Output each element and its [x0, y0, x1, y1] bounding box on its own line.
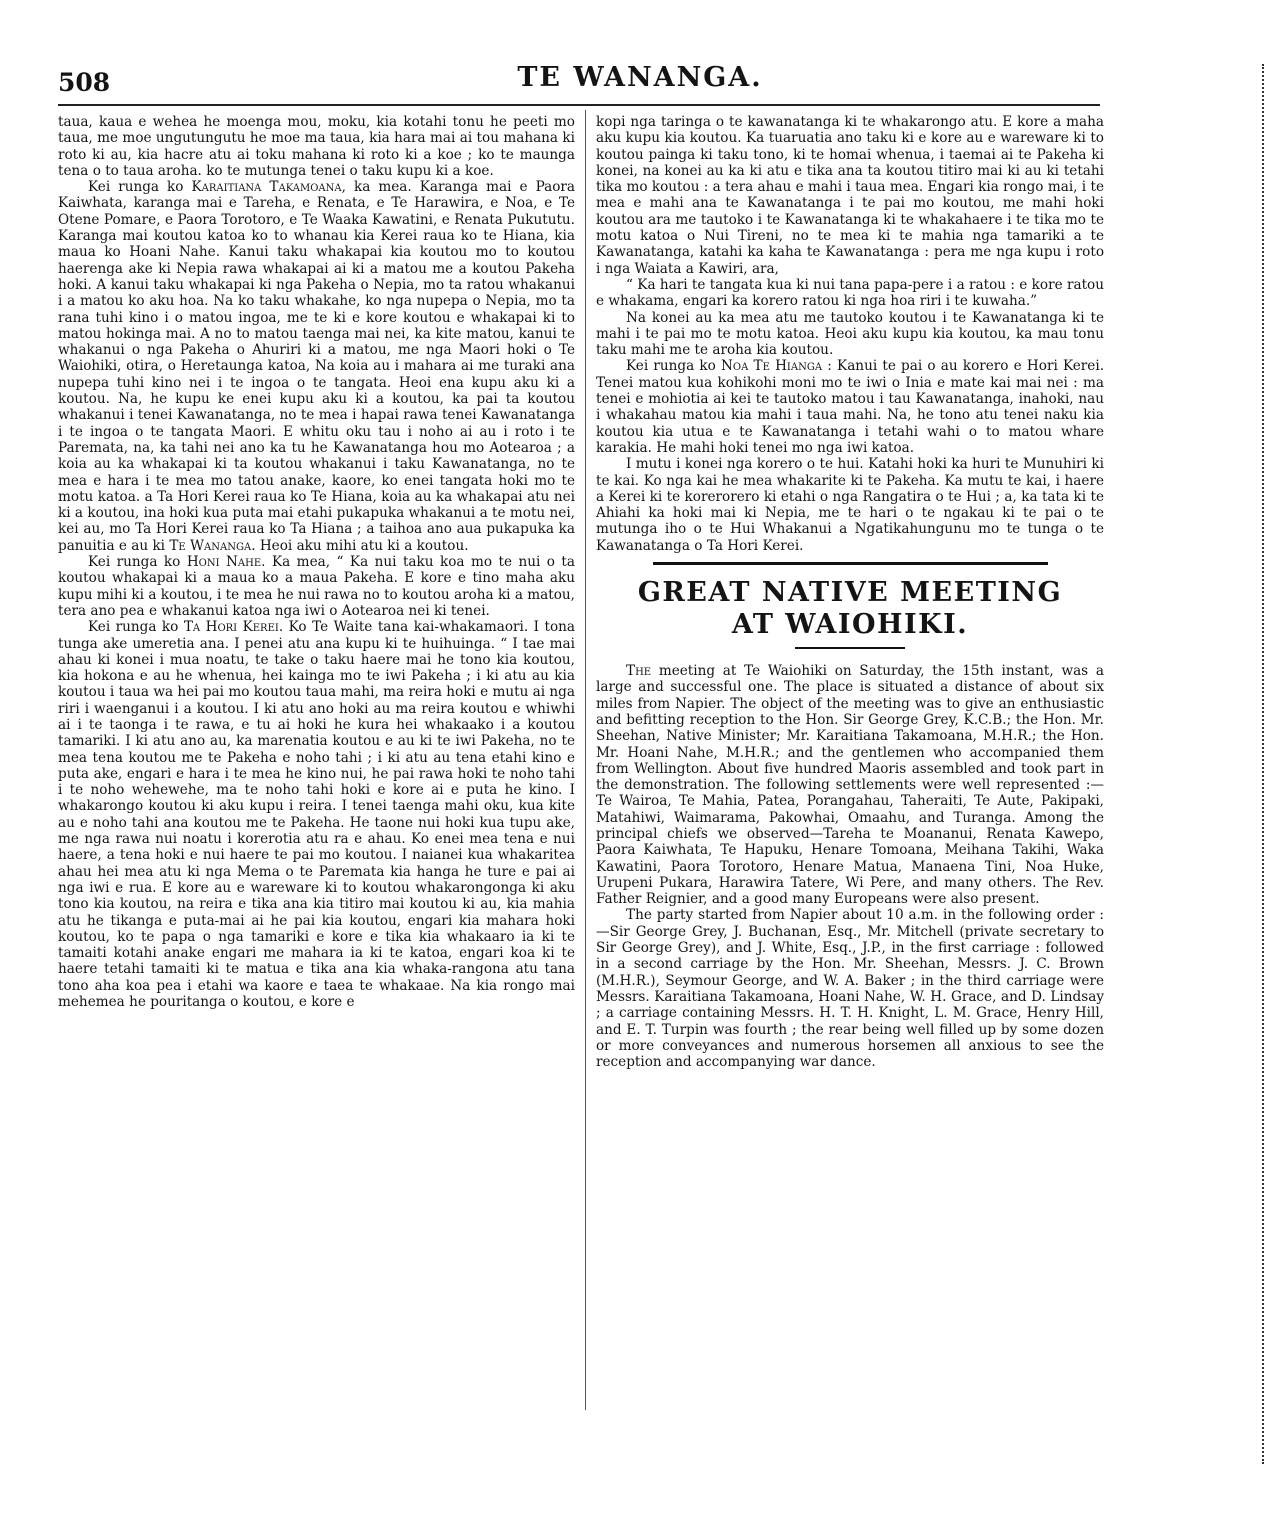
right-column — [596, 114, 1104, 1070]
left-paragraph-3 — [58, 554, 575, 619]
page-edge-dots — [1262, 64, 1266, 1464]
p2-end: . Heoi aku mihi atu ki a koutou. — [251, 537, 469, 554]
left-paragraph-4 — [58, 619, 575, 1010]
p3-body: . Ka mea, “ Ka nui taku koa mo te nui o ta koutou whakapai ki a maua ko a maua Pakeha. E kore e tino maha aku kupu mihi ki a koutou, i te mea he nui rawa no to koutou aroha ki a matou, tera ano pea e whakanui katoa nga iwi o Aotearoa nei ki tenei. — [58, 554, 575, 619]
speaker-noa-te-hianga: Noa Te Hianga — [721, 358, 823, 375]
right-quote: “ Ka hari te tangata kua ki nui tana papa-pere i a ratou : e kore ratou e whakama, engari ka korero ratou ki nga hoa riri i te kuwaha.” — [596, 276, 1104, 310]
rp4-body: : Kanui te pai o au korero e Hori Kerei. Tenei matou kua kohikohi moni mo te iwi o Inia e mate kai mai nei : ma tenei e mohiotia ai kei te tautoko matou i tau Kawanatanga, inahoki, nau i whakahau matou kia mahi i taua mahi. Na, he tono atu tenei naku kia koutou kia utua e te Kawanatanga i tetahi wahi o to matou whare karakia. He mahi hoki tenei mo nga iwi katoa. — [596, 358, 1105, 456]
masthead-title: TE WANANGA. — [517, 62, 763, 93]
article-separator-rule — [653, 562, 1048, 565]
e1-body: meeting at Te Waiohiki on Saturday, the 15th instant, was a large and successful one. The place is situated a distance of about six miles from Napier. The object of the meeting was to give an enthusiastic and befitting reception to the Hon. Sir George Grey, K.C.B.; the Hon. Mr. Sheehan, Native Minister; Mr. Karaitiana Takamoana, M.H.R.; the Hon. Mr. Hoani Nahe, M.H.R.; and the gentlemen who accompanied them from Wellington. About five hundred Maoris assembled and took part in the demonstration. The following settlements were well represented :—Te Wairoa, Te Mahia, Patea, Porangahau, Taheraiti, Te Aute, Pakipaki, Matahiwi, Waimarama, Pakowhai, Omaahu, and Turanga. Among the principal chiefs we observed—Tareha te Moananui, Renata Kawepo, Paora Kaiwhata, Te Hapuku, Henare Tomoana, Meihana Takihi, Waka Kawatini, Paora Torotoro, Henare Matua, Manaena Tini, Noa Huke, Urupeni Pukara, Harawira Tatere, Wi Pere, and many others. The Rev. Father Reignier, and a good many Europeans were also present. — [596, 663, 1104, 908]
speaker-karaitiana: Karaitiana Takamoana — [191, 179, 342, 196]
headline-line-1: GREAT NATIVE MEETING — [637, 577, 1063, 609]
page-number: 508 — [58, 68, 111, 97]
right-paragraph-5: I mutu i konei nga korero o te hui. Katahi hoki ka huri te Munuhiri ki te kai. Ko nga kai he mea whakarite ki te Pakeha. Ka mutu te kai, i haere a Kerei ki te korerorero ki etahi o nga Rangatira o te Hui ; a, ka tata ki te Ahiahi ka hoki mai ki Nepia, me te hari o te ngakau ki te pai o te mutunga iho o te Hui Whakanui a Ngatikahungunu mo te tunga o te Kawanatanga o Ta Hori Kerei. — [596, 456, 1104, 554]
p2-body: , ka mea. Karanga mai e Paora Kaiwhata, karanga mai e Tareha, e Renata, e Te Harawira, e Noa, e Te Otene Pomare, e Paora Torotoro, e Te Waaka Kawatini, e Renata Pukututu. Karanga mai koutou katoa ko to whanau kia Kerei raua ko te Hiana, kia maua ko Hoani Nahe. Kanui taku whakapai kia koutou mo to koutou haerenga ake ki Nepia rawa whakapai ai ki a matou me a koutou Pakeha hoki. A kanui taku whakapai ki nga Pakeha o Nepia, mo ta ratou whakanui i a matou ko aku hoa. Na ko taku whakahe, ko nga nupepa o Nepia, mo ta rana tuhi kino i o matou ingoa, me te ki e kore koutou e whakapai ki to matou hokinga mai. A no to matou taenga mai nei, ka kite matou, kanui te whakanui o nga Pakeha o Ahuriri ki a matou, me nga Maori hoki o Te Waiohiki, otira, o Heretaunga katoa, Na koia au i mahara ai me turaki ana nupepa tuhi kino nei i te ingoa o te tangata. Heoi ena kupu aku ki a koutou. Na, he kupu ke enei kupu aku ki a koutou, ka pai ta koutou whakanui i tenei Kawanatanga, no te mea i hapai rawa tenei Kawanatanga i te ingoa o te tangata Maori. E whitu oku tau i noho ai au i roto i te Paremata, na, ka tahi nei ano ka tu he Kawanatanga hou mo Aotearoa ; a koia au ka whakapai ki ta koutou whakanui i taku Kawanatanga, no te mea e hara i te mea mo tatou anake, kaore, ko enei tangata hoki mo te motu katoa. a Ta Hori Kerei raua ko Te Hiana, koia au ka whakapai atu nei ki a koutou, ina hoki kua puta mai etahi pukapuka whakanui a te motu nei, kei au, mo Ta Hori Kerei raua ko Ta Hiana ; a taihoa ano aua pukapuka ka panuitia e au ki — [58, 179, 576, 554]
left-paragraph-2 — [58, 179, 575, 554]
speaker-ta-hori-kerei: Ta Hori Kerei — [183, 619, 279, 636]
column-divider — [585, 110, 586, 1410]
rp4-lead: Kei runga ko — [626, 358, 716, 375]
e1-lead: The — [626, 663, 652, 680]
p4-body: . Ko Te Waite tana kai-whakamaori. I tona tunga ake umeretia ana. I penei atu ana kupu ki te huihuinga. “ I tae mai ahau ki konei i mua noatu, te take o taku haere mai he tono kia koutou, kia hokona e au he whenua, hei kainga mo te iwi Pakeha ; i ki atu au kia koutou i taua wa hei pai mo koutou taua mahi, ma reira hoki e mutu ai nga riri i waenganui i a koutou. I ki atu ano hoki au ma reira koutou e whiwhi ai i te taonga i te rawa, e tu ai hoki he kura hei whakaako i a koutou tamariki. I ki atu ano au, ka marenatia koutou e au ki te iwi Pakeha, no te mea tena koutou me te Pakeha e noho tahi ; i ki atu au tena etahi kino e puta ake, engari e hara i te mea he kino nui, he pai rawa hoki te noho tahi i te noho wehewehe, ma te noho tahi hoki e kore ai e puta he kino. I whakarongo koutou ki aku kupu i reira. I tenei taenga mahi oku, kua kite au e noho tahi ana koutou me te Pakeha. He taone nui hoki kua tupu ake, me nga rawa nui noatu i korerotia atu ra e ahau. Ko enei mea tena e nui haere, a tena hoki e nui haere te pai mo koutou. I naianei kua whakaritea ahau hei mea atu ki nga Mema o te Paremata kia hanga he ture e pai ai nga iwi e rua. E kore au e wareware ki to koutou whakarongonga ki aku tono kia koutou, na reira e tika ana kia titiro mai koutou ki au, kia mahia atu he tikanga e puta-mai ai he pai kia koutou, engari kia mahara hoki koutou, ko te papa o nga tamariki e kore e tika kia whakaaro ia ki te tamaiti kotahi anake engari me mahara ia ki te katoa, engari koa ki te haere tetahi tamaiti ki te matua e tika ana kia whaka-rangona atu tana tono aha koa pea i etahi wa kaore e taea te whakaae. Na kia rongo mai mehemea he pouritanga o koutou, e kore e — [58, 619, 575, 1011]
headline-line-2: AT WAIOHIKI. — [731, 609, 969, 641]
right-paragraph-1: kopi nga taringa o te kawanatanga ki te whakarongo atu. E kore a maha aku kupu kia koutou. Ka tuaruatia ano taku ki e kore au e wareware ki to koutou painga ki taku tono, ki te homai whenua, i taemai ai te Pakeha ki konei, na konei au ka ki atu e tika ana ta koutou titiro mai ki au ki tetahi tika mo koutou : a tera ahau e mahi i taua mea. Engari kia rongo mai, i te mea e mahi ana te Kawanatanga i te pai mo koutou, me mahi hoki koutou ara me tautoko i te Kawanatanga ki te whakahaere i te tika mo te motu katoa o Nui Tireni, no te mea ki te mahia nga tamariki a te Kawanatanga, katahi ka kaha te Kawanatanga : pera me nga kupu i roto i nga Waiata a Kawiri, ara, — [596, 114, 1104, 277]
right-paragraph-3: Na konei au ka mea atu me tautoko koutou i te Kawanatanga ki te mahi i te pai mo te motu katoa. Heoi aku kupu kia koutou, ka mau tonu taku mahi me te aroha kia koutou. — [596, 309, 1104, 359]
p4-lead: Kei runga ko — [88, 619, 179, 636]
english-paragraph-2: The party started from Napier about 10 a.m. in the following order :—Sir George Grey, J. Buchanan, Esq., Mr. Mitchell (private secretary to Sir George Grey), and J. White, Esq., J.P., in the first carriage : followed in a second carriage by the Hon. Mr. Sheehan, Messrs. J. C. Brown (M.H.R.), Seymour George, and W. A. Baker ; in the third carriage were Messrs. Karaitiana Takamoana, Hoani Nahe, W. H. Grace, and D. Lindsay ; a carriage containing Messrs. H. T. H. Knight, L. M. Grace, Henry Hill, and E. T. Turpin was fourth ; the rear being well filled up by some dozen or more conveyances and numerous horsemen all anxious to see the reception and accompanying war dance. — [596, 907, 1104, 1071]
article-headline — [596, 577, 1104, 641]
left-column — [58, 114, 575, 1010]
left-paragraph-1: taua, kaua e wehea he moenga mou, moku, kia kotahi tonu he peeti mo taua, me moe ungutungutu he moe ma taua, kia hara mai ai tou mahana ki roto ki au, kia hacre atu ai toku mahana ki roto ki a koe ; ko te maunga tena o to taua aroha. ko te mutunga tenei o taku kupu ki a koe. — [58, 114, 575, 179]
header-rule — [58, 104, 1100, 106]
english-paragraph-1 — [596, 663, 1104, 907]
speaker-honi-nahe: Honi Nahe — [186, 554, 262, 571]
p3-lead: Kei runga ko — [88, 554, 181, 571]
right-paragraph-4 — [596, 358, 1104, 456]
p2-lead: Kei runga ko — [88, 179, 184, 196]
headline-rule — [795, 647, 905, 649]
paper-name: Te Wananga — [169, 537, 252, 554]
